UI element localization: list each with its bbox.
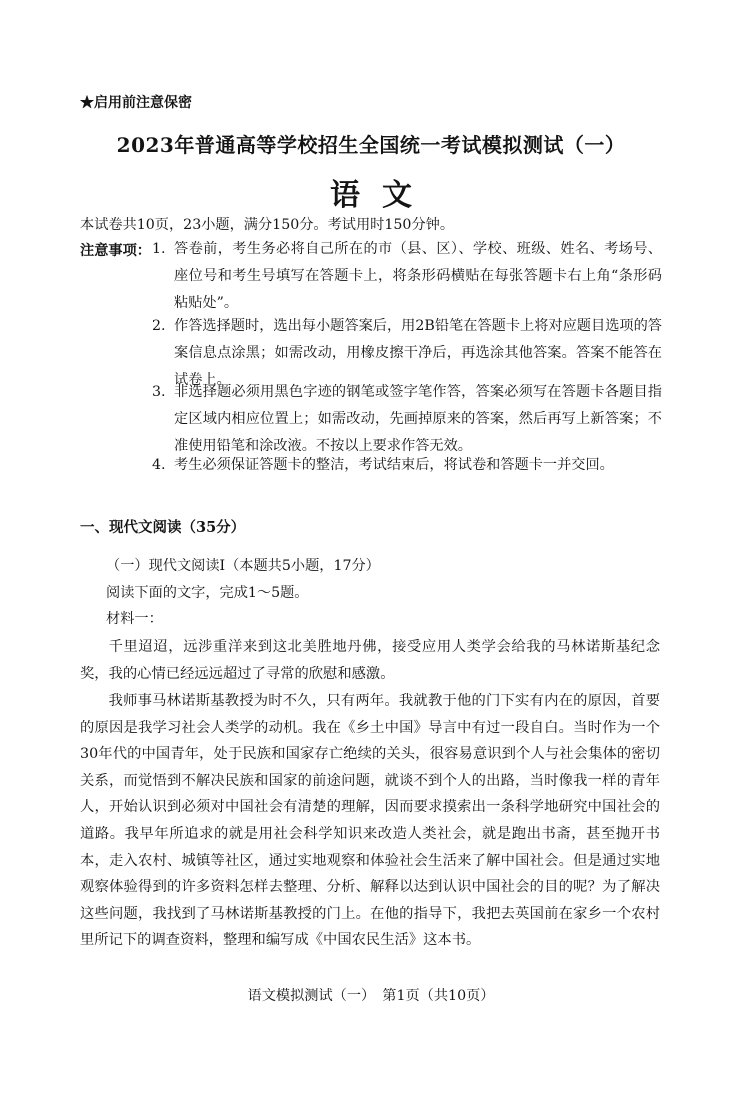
reading-instruction: 阅读下面的文字，完成1～5题。 [106,585,309,601]
passage-paragraph: 我师事马林诺斯基教授为时不久，只有两年。我就教于他的门下实有内在的原因，首要的原因是我学习社会人类学的动机。我在《乡土中国》导言中有过一段自白。当时作为一个30年代的中国青年，处于民族和国家存亡绝续的关头，很容易意识到个人与社会集体的密切关系，而觉悟到不解决民族和国家的前途问题，就谈不到个人的出路，当时像我一样的青年人，开始认识到必须对中国社会有清楚的理解，因而要求摸索出一条科学地研究中国社会的道路。我早年所追求的就是用社会科学知识来改造人类社会，就是跑出书斋，甚至抛开书本，走入农村、城镇等社区，通过实地观察和体验社会生活来了解中国社会。但是通过实地观察体验得到的许多资料怎样去整理、分析、解释以达到认识中国社会的目的呢？为了解决这些问题，我找到了马林诺斯基教授的门上。在他的指导下，我把去英国前在家乡一个农村里所记下的调查资料，整理和编写成《中国农民生活》这本书。 [80,693,660,949]
notes-label: 注意事项： [80,243,151,259]
note-number: 2. [152,318,166,334]
passage-paragraph: 千里迢迢，远涉重洋来到这北美胜地丹佛，接受应用人类学会给我的马林诺斯基纪念奖，我的心情已经远远超过了寻常的欣慰和感激。 [80,639,660,682]
material-label: 材料一： [106,611,163,627]
note-item [152,379,662,460]
sub-heading: （一）现代文阅读Ⅰ（本题共5小题，17分） [106,558,380,574]
note-text: 作答选择题时，选出每小题答案后，用2B铅笔在答题卡上将对应题目选项的答案信息点涂黑；如需改动，用橡皮擦干净后，再选涂其他答案。答案不能答在试卷上。 [174,318,662,388]
page-footer: 语文模拟测试（一） 第1页（共10页） [247,988,495,1004]
note-text: 非选择题必须用黑色字迹的钢笔或签字笔作答，答案必须写在答题卡各题目指定区域内相应位置上；如需改动，先画掉原来的答案，然后再写上新答案；不准使用铅笔和涂改液。不按以上要求作答无效。 [174,384,662,454]
note-item [152,236,662,317]
section-heading: 一、现代文阅读（35分） [80,519,246,536]
exam-title: 2023年普通高等学校招生全国统一考试模拟测试（一） [116,133,626,157]
note-text: 答卷前，考生务必将自己所在的市（县、区）、学校、班级、姓名、考场号、座位号和考生号填写在答题卡上，将条形码横贴在每张答题卡右上角“条形码粘贴处”。 [174,241,662,311]
note-number: 3. [152,384,166,400]
note-number: 1. [152,241,166,257]
note-item [152,452,662,479]
exam-info: 本试卷共10页，23小题，满分150分。考试用时150分钟。 [80,217,455,233]
note-text: 考生必须保证答题卡的整洁，考试结束后，将试卷和答题卡一并交回。 [174,457,614,473]
note-number: 4. [152,457,166,473]
confidential-label: ★启用前注意保密 [80,95,192,111]
subject-title: 语文 [330,178,434,213]
